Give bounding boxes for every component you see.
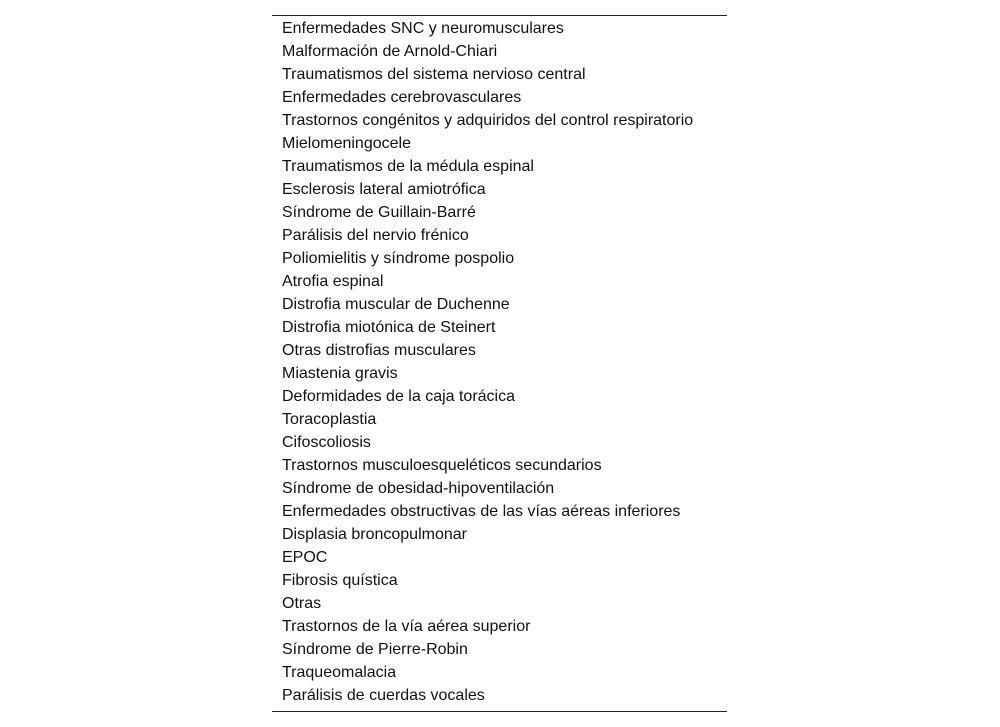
table-row: Traqueomalacia <box>282 664 397 681</box>
table-row: Miastenia gravis <box>282 365 398 382</box>
table-row: Trastornos congénitos y adquiridos del control respiratorio <box>282 112 694 129</box>
table-row: Toracoplastia <box>282 411 377 428</box>
table-row: Poliomielitis y síndrome pospolio <box>282 250 515 267</box>
table-row: Traumatismos del sistema nervioso central <box>282 66 586 83</box>
table-row: EPOC <box>282 549 328 566</box>
table-row: Enfermedades SNC y neuromusculares <box>282 20 564 37</box>
table-row: Cifoscoliosis <box>282 434 371 451</box>
table-row: Síndrome de obesidad-hipoventilación <box>282 480 555 497</box>
table-row: Mielomeningocele <box>282 135 411 152</box>
table-row: Distrofia muscular de Duchenne <box>282 296 510 313</box>
table-row: Otras <box>282 595 322 612</box>
table-row: Atrofia espinal <box>282 273 384 290</box>
table-row: Otras distrofias musculares <box>282 342 476 359</box>
table-row: Síndrome de Guillain-Barré <box>282 204 476 221</box>
table-row: Trastornos de la vía aérea superior <box>282 618 531 635</box>
table-row: Deformidades de la caja torácica <box>282 388 516 405</box>
table-row: Distrofia miotónica de Steinert <box>282 319 496 336</box>
table-row: Esclerosis lateral amiotrófica <box>282 181 486 198</box>
table-row: Enfermedades cerebrovasculares <box>282 89 522 106</box>
table-row: Enfermedades obstructivas de las vías aéreas inferiores <box>282 503 681 520</box>
table-row: Traumatismos de la médula espinal <box>282 158 534 175</box>
table-row: Displasia broncopulmonar <box>282 526 467 543</box>
table-row: Trastornos musculoesqueléticos secundarios <box>282 457 602 474</box>
table-row: Malformación de Arnold-Chiari <box>282 43 498 60</box>
table-row: Fibrosis quística <box>282 572 398 589</box>
table-row: Parálisis de cuerdas vocales <box>282 687 485 704</box>
table-row: Parálisis del nervio frénico <box>282 227 469 244</box>
diagnosis-table <box>272 15 727 712</box>
table-row: Síndrome de Pierre-Robin <box>282 641 468 658</box>
